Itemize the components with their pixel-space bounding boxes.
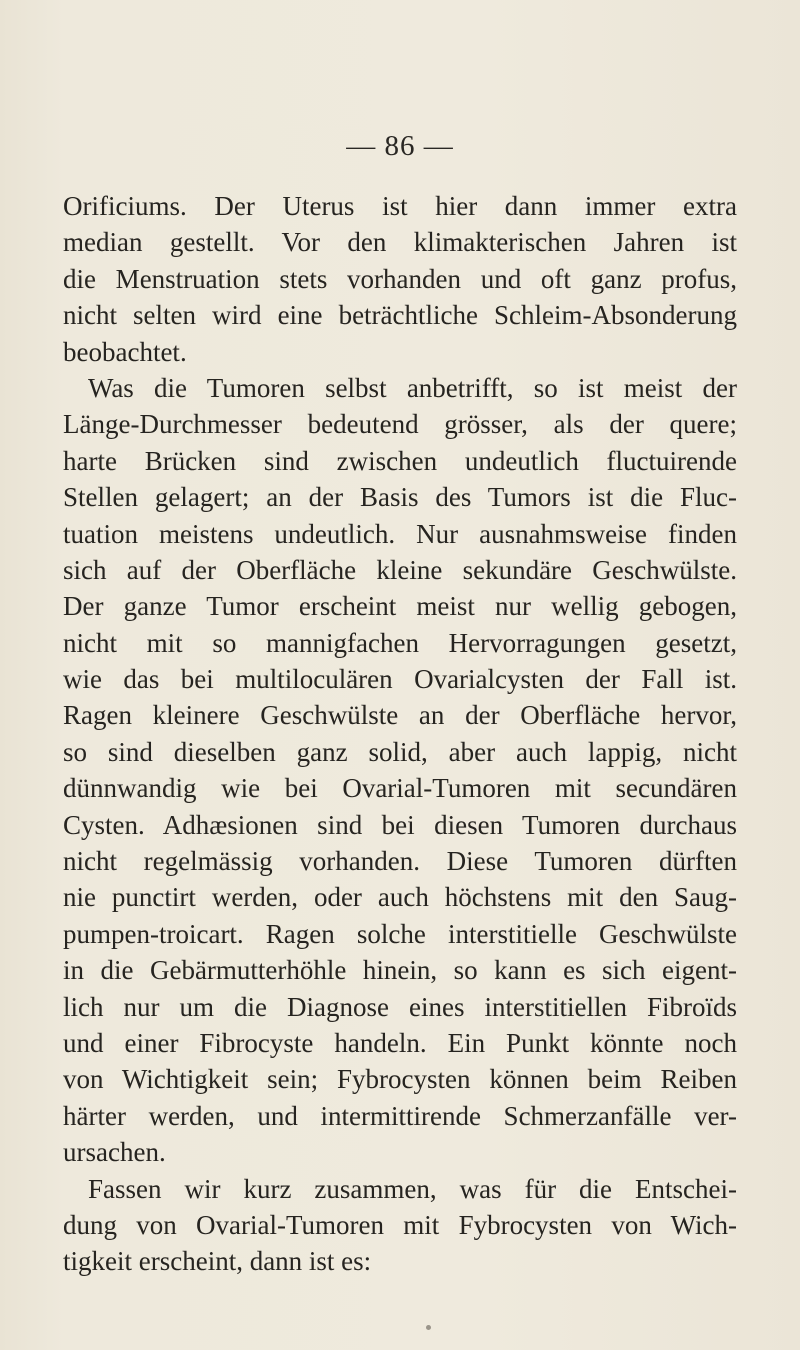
text-line: harte Brücken sind zwischen undeutlich fluctuirende: [63, 445, 737, 476]
page-number: — 86 —: [346, 130, 454, 162]
text-line: Fassen wir kurz zusammen, was für die Entschei-: [88, 1173, 737, 1204]
text-line: Was die Tumoren selbst anbetrifft, so ist meist der: [88, 372, 737, 403]
text-line: Stellen gelagert; an der Basis des Tumors ist die Fluc-: [63, 482, 737, 513]
text-line: Der ganze Tumor erscheint meist nur wellig gebogen,: [63, 591, 737, 622]
text-line: nicht mit so mannigfachen Hervorragungen gesetzt,: [63, 627, 737, 658]
text-line: Cysten. Adhæsionen sind bei diesen Tumoren durchaus: [63, 809, 737, 840]
text-line: wie das bei multiloculären Ovarialcysten der Fall ist.: [63, 664, 737, 695]
text-line: nicht selten wird eine beträchtliche Schleim-Absonderung: [63, 300, 737, 331]
text-line: in die Gebärmutterhöhle hinein, so kann es sich eigent-: [63, 955, 737, 986]
text-line: dünnwandig wie bei Ovarial-Tumoren mit secundären: [63, 773, 737, 804]
text-line: Orificiums. Der Uterus ist hier dann immer extra: [63, 191, 737, 221]
text-line: median gestellt. Vor den klimakterischen Jahren ist: [63, 227, 737, 258]
text-line: und einer Fibrocyste handeln. Ein Punkt könnte noch: [63, 1027, 737, 1058]
text-line: so sind dieselben ganz solid, aber auch lappig, nicht: [63, 736, 737, 767]
text-line: nicht regelmässig vorhanden. Diese Tumoren dürften: [63, 846, 737, 877]
text-line: lich nur um die Diagnose eines interstitiellen Fibroïds: [63, 991, 737, 1022]
body-text: [63, 188, 737, 1280]
text-line: pumpen-troicart. Ragen solche interstitielle Geschwülste: [63, 918, 737, 949]
text-line: ursachen.: [63, 1137, 166, 1168]
text-line: nie punctirt werden, oder auch höchstens mit den Saug-: [63, 882, 737, 913]
text-line: tuation meistens undeutlich. Nur ausnahmsweise finden: [63, 518, 737, 549]
text-line: von Wichtigkeit sein; Fybrocysten können beim Reiben: [63, 1064, 737, 1095]
text-line: beobachtet.: [63, 336, 187, 367]
text-line: dung von Ovarial-Tumoren mit Fybrocysten von Wich-: [63, 1209, 737, 1240]
text-line: die Menstruation stets vorhanden und oft ganz profus,: [63, 263, 737, 294]
text-line: sich auf der Oberfläche kleine sekundäre Geschwülste.: [63, 554, 737, 585]
text-line: tigkeit erscheint, dann ist es:: [63, 1246, 372, 1277]
text-line: Länge-Durchmesser bedeutend grösser, als der quere;: [63, 409, 737, 440]
text-line: härter werden, und intermittirende Schmerzanfälle ver-: [63, 1100, 737, 1131]
paper-speck: [426, 1325, 431, 1330]
text-line: Ragen kleinere Geschwülste an der Oberfläche hervor,: [63, 700, 737, 731]
